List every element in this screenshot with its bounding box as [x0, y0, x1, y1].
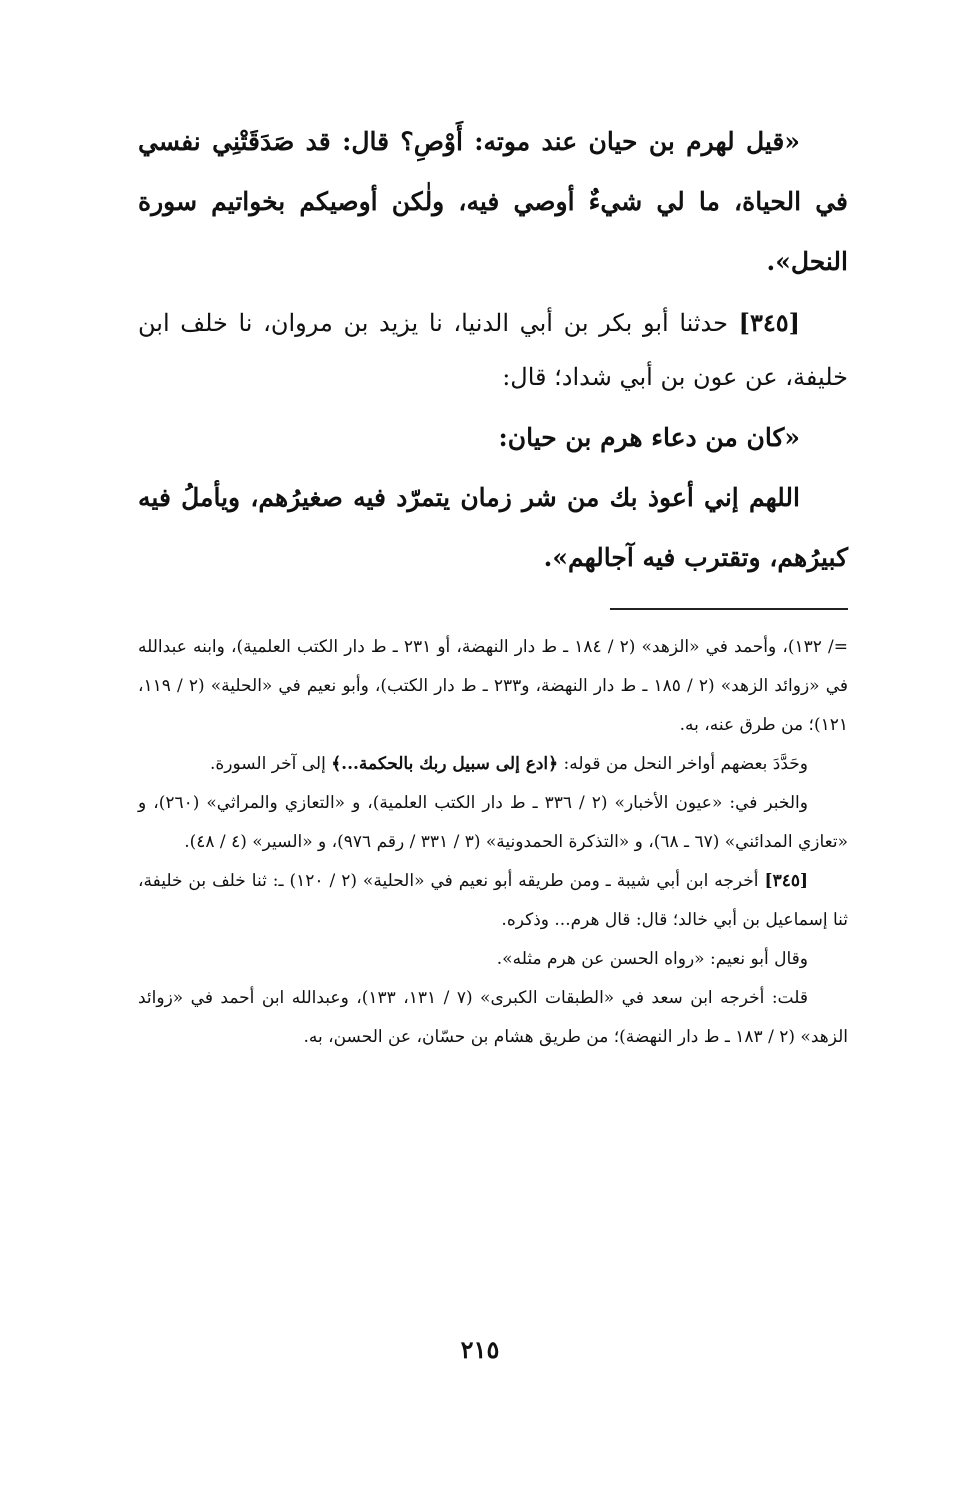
footnote-abu-nuaym: وقال أبو نعيم: «رواه الحسن عن هرم مثله». [496, 949, 808, 969]
footnote-sources: والخبر في: «عيون الأخبار» (٢ / ٣٣٦ ـ ط دار الكتب العلمية)، و «التعازي والمراثي» (٢٦٠)، و «تعازي المدائني» (٦٧ ـ ٦٨)، و «التذكرة الحمدونية» (٣ / ٣٣١ / رقم ٩٧٦)، و «السير» (٤ / ٤٨). [138, 793, 848, 852]
footnote-divider [610, 608, 848, 610]
quote-paragraph-1: «قيل لهرم بن حيان عند موته: أَوْصِ؟ قال: قد صَدَقَتْنِي نفسي في الحياة، ما لي شيءٌ أوصي فيه، ولٰكن أوصيكم بخواتيم سورة النحل». [138, 127, 848, 276]
footnote-verse-note [138, 745, 848, 784]
footnote-verse-tail: إلى آخر السورة. [209, 754, 332, 774]
footnote-verse: ﴿ادع إلى سبيل ربك بالحكمة...﴾ [331, 754, 559, 774]
footnote-345-number: [٣٤٥] [764, 871, 809, 891]
footnotes-block [138, 628, 848, 1057]
quote-paragraph-2-intro: «كان من دعاء هرم بن حيان: [498, 423, 800, 452]
page-number: ٢١٥ [460, 1335, 500, 1364]
narration-paragraph [138, 296, 848, 404]
footnote-continuation: =/ ١٣٢)، وأحمد في «الزهد» (٢ / ١٨٤ ـ ط دار النهضة، أو ٢٣١ ـ ط دار الكتب العلمية)، وابنه عبدالله في «زوائد الزهد» (٢ / ١٨٥ ـ ط دار النهضة، و٢٣٣ ـ ط دار الكتب)، وأبو نعيم في «الحلية» (٢ / ١١٩، ١٢١)؛ من طرق عنه، به. [138, 637, 848, 735]
footnote-verse-lead: وحَدَّدَ بعضهم أواخر النحل من قوله: [558, 754, 808, 774]
main-text-block [138, 112, 848, 588]
narration-text: حدثنا أبو بكر بن أبي الدنيا، نا يزيد بن مروان، نا خلف ابن خليفة، عن عون بن أبي شداد؛ قال: [138, 309, 848, 391]
quote-paragraph-2-body: اللهم إني أعوذ بك من شر زمان يتمرّد فيه صغيرُهم، ويأملُ فيه كبيرُهم، وتقترب فيه آجالهم». [138, 483, 848, 572]
narration-number: [٣٤٥] [738, 308, 800, 337]
footnote-345-text: أخرجه ابن أبي شيبة ـ ومن طريقه أبو نعيم في «الحلية» (٢ / ١٢٠) ـ: ثنا خلف بن خليفة، ثنا إسماعيل بن أبي خالد؛ قال: قال هرم... وذكره. [138, 871, 848, 930]
footnote-ibn-saad: قلت: أخرجه ابن سعد في «الطبقات الكبرى» (٧ / ١٣١، ١٣٣)، وعبدالله ابن أحمد في «زوائد الزهد» (٢ / ١٨٣ ـ ط دار النهضة)؛ من طريق هشام بن حسّان، عن الحسن، به. [138, 988, 848, 1047]
footnote-345 [138, 862, 848, 940]
